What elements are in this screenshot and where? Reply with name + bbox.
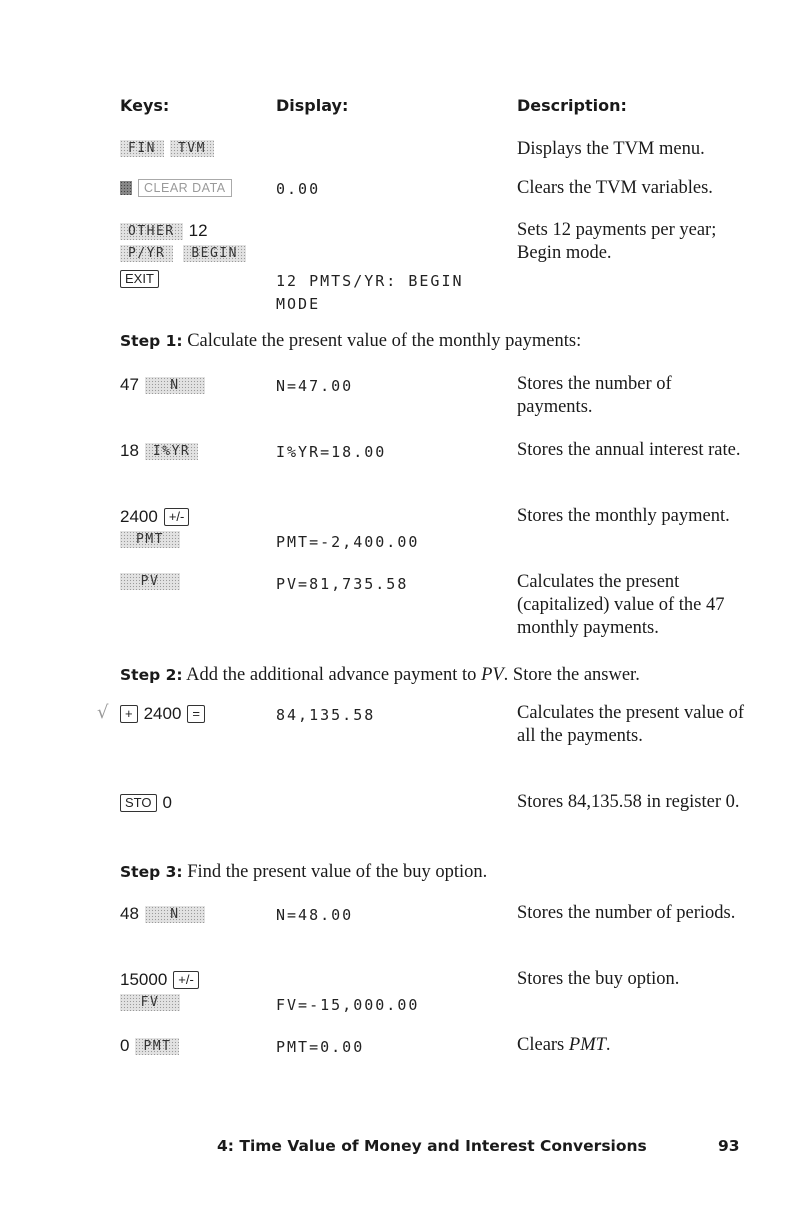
equals-key: = xyxy=(187,705,205,723)
keys-row-1 xyxy=(120,140,214,157)
display-row-4: N=47.00 xyxy=(276,377,354,395)
keys-row-10 xyxy=(120,904,205,924)
pyr-softkey: P/YR xyxy=(120,245,173,262)
keys-row-3c xyxy=(120,270,159,288)
keys-row-11 xyxy=(120,970,199,990)
step-2-label: Step 2: xyxy=(120,666,183,684)
keys-row-5 xyxy=(120,441,198,461)
pv-softkey: PV xyxy=(120,573,180,590)
keys-row-2 xyxy=(120,179,232,197)
keys-number: 48 xyxy=(120,904,139,923)
keys-number: 12 xyxy=(188,221,208,240)
keys-row-4 xyxy=(120,375,205,395)
step-2-text: Add the additional advance payment to xyxy=(186,665,477,685)
description-header: Description: xyxy=(517,96,627,115)
check-mark-icon: √ xyxy=(97,702,109,723)
desc-row-12-em: PMT xyxy=(568,1035,606,1055)
keys-number: 47 xyxy=(120,375,139,394)
display-row-12: PMT=0.00 xyxy=(276,1038,365,1056)
change-sign-key: +/- xyxy=(164,508,190,526)
step-1 xyxy=(120,331,581,352)
keys-number: 2400 xyxy=(143,704,182,723)
desc-row-3: Sets 12 payments per year; Begin mode. xyxy=(517,220,717,263)
step-2-text-end: . Store the answer. xyxy=(503,665,640,685)
n-softkey: N xyxy=(145,906,205,923)
chapter-footer: 4: Time Value of Money and Interest Conversions xyxy=(217,1137,647,1155)
iyr-softkey: I%YR xyxy=(145,443,198,460)
begin-softkey: BEGIN xyxy=(183,245,246,262)
step-2 xyxy=(120,665,640,686)
fin-softkey: FIN xyxy=(120,140,164,157)
display-row-6b: PMT=-2,400.00 xyxy=(276,533,420,551)
step-3-label: Step 3: xyxy=(120,863,183,881)
display-row-3c-line1: 12 PMTS/YR: BEGIN xyxy=(276,272,464,290)
fv-softkey: FV xyxy=(120,994,180,1011)
step-3 xyxy=(120,862,487,883)
desc-row-8: Calculates the present value of all the payments. xyxy=(517,703,745,746)
keys-header: Keys: xyxy=(120,96,170,115)
display-row-3c-line2: MODE xyxy=(276,295,321,313)
desc-row-4: Stores the number of payments. xyxy=(517,374,672,417)
step-3-text: Find the present value of the buy option. xyxy=(187,862,488,882)
keys-number: 0 xyxy=(162,793,172,812)
desc-row-12-text: Clears xyxy=(517,1035,565,1055)
n-softkey: N xyxy=(145,377,205,394)
keys-number: 2400 xyxy=(120,507,158,526)
keys-row-12 xyxy=(120,1036,179,1056)
keys-number: 18 xyxy=(120,441,139,460)
keys-row-6 xyxy=(120,507,189,527)
desc-row-10: Stores the number of periods. xyxy=(517,903,736,923)
clear-data-key: CLEAR DATA xyxy=(138,179,232,197)
desc-row-11: Stores the buy option. xyxy=(517,969,680,989)
change-sign-key: +/- xyxy=(173,971,199,989)
pmt-softkey: PMT xyxy=(135,1038,179,1055)
other-softkey: OTHER xyxy=(120,223,183,240)
keys-row-3 xyxy=(120,221,208,241)
desc-row-9: Stores 84,135.58 in register 0. xyxy=(517,792,740,812)
keys-row-11b xyxy=(120,994,180,1011)
keys-row-8 xyxy=(120,704,205,724)
keys-row-3b xyxy=(120,245,246,262)
display-row-7: PV=81,735.58 xyxy=(276,575,409,593)
desc-row-1: Displays the TVM menu. xyxy=(517,139,705,159)
desc-row-7: Calculates the present (capitalized) value of the 47 monthly payments. xyxy=(517,572,725,638)
pmt-softkey: PMT xyxy=(120,531,180,548)
keys-number: 0 xyxy=(120,1036,130,1055)
sto-key: STO xyxy=(120,794,157,812)
desc-row-12 xyxy=(517,1034,745,1057)
display-header: Display: xyxy=(276,96,349,115)
shift-key-icon xyxy=(120,181,132,195)
display-row-2: 0.00 xyxy=(276,180,321,198)
desc-row-6: Stores the monthly payment. xyxy=(517,506,730,526)
step-2-em: PV xyxy=(481,665,504,685)
display-row-10: N=48.00 xyxy=(276,906,354,924)
display-row-8: 84,135.58 xyxy=(276,706,376,724)
step-1-label: Step 1: xyxy=(120,332,183,350)
exit-key: EXIT xyxy=(120,270,159,288)
desc-row-2: Clears the TVM variables. xyxy=(517,178,713,198)
keys-row-6b xyxy=(120,531,180,548)
display-row-11b: FV=-15,000.00 xyxy=(276,996,420,1014)
keys-number: 15000 xyxy=(120,970,168,989)
keys-row-7 xyxy=(120,573,180,590)
display-row-5: I%YR=18.00 xyxy=(276,443,387,461)
desc-row-12-end: . xyxy=(605,1035,611,1055)
page-number: 93 xyxy=(718,1137,740,1155)
step-1-text: Calculate the present value of the monthly payments: xyxy=(187,331,582,351)
desc-row-5: Stores the annual interest rate. xyxy=(517,440,741,460)
plus-key: + xyxy=(120,705,138,723)
keys-row-9 xyxy=(120,793,172,813)
tvm-softkey: TVM xyxy=(170,140,214,157)
